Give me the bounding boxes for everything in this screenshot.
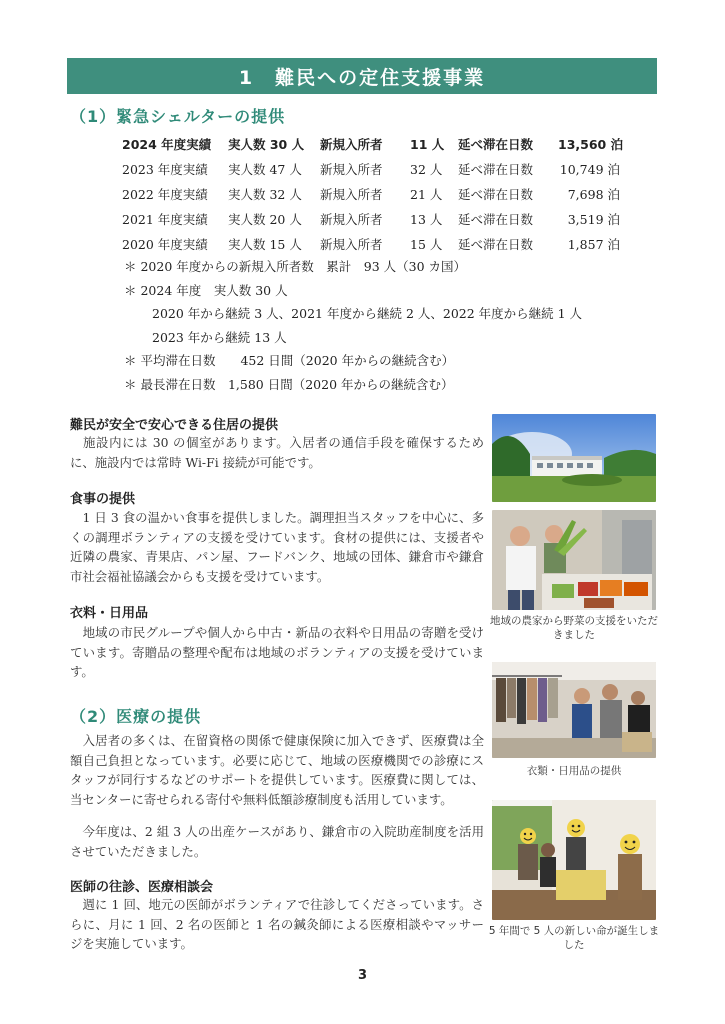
clothing-caption: 衣類・日用品の提供 — [526, 765, 622, 777]
doctor-text: 週に 1 回、地元の医師がボランティアで往診してくださっています。さらに、月に 1 回、2 名の医師と 1 名の鍼灸師による医療相談やマッサージを実施しています。 — [70, 897, 484, 951]
stats-stay-label: 延べ滞在日数 — [458, 137, 534, 152]
stats-stay-label: 延べ滞在日数 — [458, 237, 534, 252]
shelter-heading: （1）緊急シェルターの提供 — [70, 107, 286, 126]
stats-new-count: 13 人 — [410, 212, 443, 227]
stats-row-2024 — [122, 132, 624, 157]
meals-text: 1 日 3 食の温かい食事を提供しました。調理担当スタッフを中心に、多くの調理ボランティアの支援を受けています。食材の提供には、支援者や近隣の農家、青果店、パン屋、フードバンク、地域の団体、鎌倉市や鎌倉市社会福祉協議会からも支援を受けています。 — [70, 510, 484, 584]
note-average-stay: ＊ 平均滞在日数 452 日間（2020 年からの継続含む） — [124, 353, 455, 368]
stats-year: 2023 年度実績 — [122, 162, 208, 177]
page-number: 3 — [357, 968, 368, 983]
shelter-notes — [124, 255, 582, 396]
stats-year: 2024 年度実績 — [122, 137, 212, 152]
clothing-photo — [492, 662, 656, 758]
stats-year: 2020 年度実績 — [122, 237, 208, 252]
stats-row-2021 — [122, 207, 620, 232]
housing-title: 難民が安全で安心できる住居の提供 — [70, 418, 279, 433]
medical-text-2: 今年度は、2 組 3 人の出産ケースがあり、鎌倉市の入院助産制度を活用させていただきました。 — [70, 824, 484, 859]
stats-residents: 実人数 47 人 — [228, 162, 302, 177]
stats-stay-value: 3,519 泊 — [567, 212, 620, 227]
medical-heading: （2）医療の提供 — [70, 707, 202, 726]
building-photo — [492, 414, 656, 502]
stats-residents: 実人数 15 人 — [228, 237, 302, 252]
stats-year: 2021 年度実績 — [122, 212, 208, 227]
medical-text-1: 入居者の多くは、在留資格の関係で健康保険に加入できず、医療費は全額自己負担となっています。必要に応じて、地域の医療機関での診療にスタッフが同行するなどのサポートを提供しています。医療費に関しては、当センターに寄せられる寄付や無料低額診療制度も活用しています。 — [70, 733, 484, 807]
stats-new-label: 新規入所者 — [320, 237, 383, 252]
stats-residents: 実人数 30 人 — [228, 137, 305, 152]
stats-new-count: 32 人 — [410, 162, 443, 177]
stats-stay-label: 延べ滞在日数 — [458, 162, 534, 177]
stats-new-count: 15 人 — [410, 237, 443, 252]
doctor-title: 医師の往診、医療相談会 — [70, 880, 214, 895]
stats-stay-label: 延べ滞在日数 — [458, 212, 534, 227]
stats-row-2020 — [122, 232, 620, 257]
note-continuing-2: 2023 年から継続 13 人 — [152, 329, 287, 345]
clothing-text: 地域の市民グループや個人から中古・新品の衣料や日用品の寄贈を受けています。寄贈品の整理や配布は地域のボランティアの支援を受けています。 — [70, 625, 484, 679]
stats-new-count: 11 人 — [410, 137, 445, 152]
stats-residents: 実人数 32 人 — [228, 187, 302, 202]
stats-stay-value: 7,698 泊 — [567, 187, 620, 202]
stats-new-label: 新規入所者 — [320, 137, 383, 152]
note-2024-residents: ＊ 2024 年度 実人数 30 人 — [124, 282, 288, 298]
note-total-new: ＊ 2020 年度からの新規入所者数 累計 93 人（30 カ国） — [124, 259, 467, 274]
vegetables-photo — [492, 510, 656, 610]
stats-stay-value: 10,749 泊 — [559, 162, 620, 177]
note-continuing-1: 2020 年から継続 3 人、2021 年度から継続 2 人、2022 年度から継続 1 人 — [152, 306, 583, 321]
stats-year: 2022 年度実績 — [122, 187, 208, 202]
births-caption: 5 年間で 5 人の新しい命が誕生しました — [488, 925, 660, 951]
section-banner: 1 難民への定住支援事業 — [67, 58, 657, 94]
stats-residents: 実人数 20 人 — [228, 212, 302, 227]
stats-row-2022 — [122, 182, 620, 207]
note-longest-stay: ＊ 最長滞在日数 1,580 日間（2020 年からの継続含む） — [124, 376, 454, 392]
clothing-title: 衣料・日用品 — [70, 606, 149, 621]
stats-new-label: 新規入所者 — [320, 162, 383, 177]
vegetables-caption: 地域の農家から野菜の支援をいただきました — [490, 615, 658, 641]
stats-new-label: 新規入所者 — [320, 212, 383, 227]
stats-new-label: 新規入所者 — [320, 187, 383, 202]
stats-stay-label: 延べ滞在日数 — [458, 187, 534, 202]
births-photo — [492, 800, 656, 920]
stats-stay-value: 1,857 泊 — [567, 237, 620, 252]
stats-row-2023 — [122, 157, 620, 182]
stats-stay-value: 13,560 泊 — [558, 137, 624, 152]
housing-text: 施設内には 30 の個室があります。入居者の通信手段を確保するために、施設内では常時 Wi-Fi 接続が可能です。 — [70, 435, 484, 470]
shelter-stats-table — [122, 132, 624, 257]
stats-new-count: 21 人 — [410, 187, 443, 202]
meals-title: 食事の提供 — [70, 492, 136, 507]
